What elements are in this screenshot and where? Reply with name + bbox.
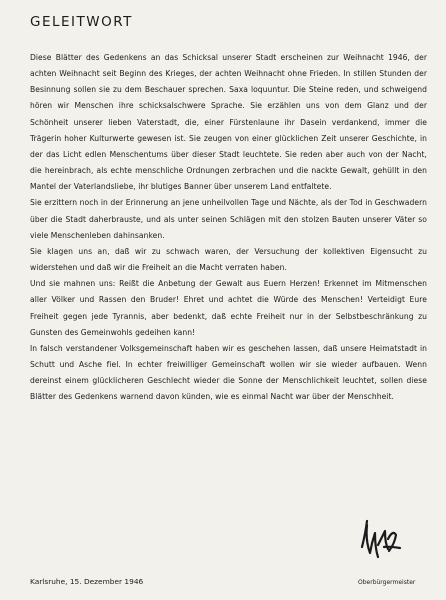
paragraph-1: Diese Blätter des Gedenkens an das Schicksal unserer Stadt erscheinen zur Weihnacht 1946, der achten Weihnacht seit Beginn des Krieges, der achten Weihnacht ohne Frieden. In stillen Stunden der Besinnung sollen sie zu dem Beschauer sprechen. Saxa loquuntur. Die Steine reden, und schweigend hören wir Menschen ihre schicksalschwere Sprache. Sie erzählen uns von dem Glanz und der Schönheit unserer lieben Vaterstadt, die, einer Fürstenlaune ihr Dasein verdankend, immer die Trägerin hoher Kulturwerte gewesen ist. Sie zeugen von einer glücklichen Zeit unserer Geschichte, in der das Licht edlen Menschentums über dieser Stadt leuchtete. Sie reden aber auch von der Nacht, die hereinbrach, als echte menschliche Ordnungen zerbrachen und die nackte Gewalt, gehüllt in den Mantel der Vaterlandsliebe, ihr blutiges Banner über unserem Land entfaltete. [30,53,427,192]
document-title: GELEITWORT [30,14,133,30]
paragraph-5: In falsch verstandener Volksgemeinschaft haben wir es geschehen lassen, daß unsere Heimatstadt in Schutt und Asche fiel. In echter freiwilliger Gemeinschaft wollen wir sie wieder aufbauen. Wenn dereinst einem glücklicheren Geschlecht wieder die Sonne der Menschlichkeit leuchtet, sollen diese Blätter des Gedenkens warnend davon künden, wie es einmal Nacht war über der Menschheit. [30,343,427,402]
paragraph-4: Und sie mahnen uns: Reißt die Anbetung der Gewalt aus Euern Herzen! Erkennet im Mitmenschen aller Völker und Rassen den Bruder! Ehret und achtet die Würde des Menschen! Verteidigt Eure Freiheit gegen jede Tyrannis, aber bedenkt, daß echte Freiheit nur in der Selbstbeschränkung zu Gunsten des Gemeinwohls gedeihen kann! [30,279,427,337]
body-text [30,50,427,405]
paragraph-3: Sie klagen uns an, daß wir zu schwach waren, der Versuchung der kollektiven Eigensucht zu widerstehen und daß wir die Freiheit an die Macht verraten haben. [30,246,427,273]
handwritten-signature [358,517,404,561]
place-date: Karlsruhe, 15. Dezember 1946 [30,577,144,586]
paragraph-2: Sie erzittern noch in der Erinnerung an jene unheilvollen Tage und Nächte, als der Tod in Geschwadern über die Stadt daherbrauste, und als unter seinen Schlägen mit den stolzen Bauten unserer Väter so viele Menschenleben dahinsanken. [30,198,427,240]
signature-title: Oberbürgermeister [358,579,416,586]
